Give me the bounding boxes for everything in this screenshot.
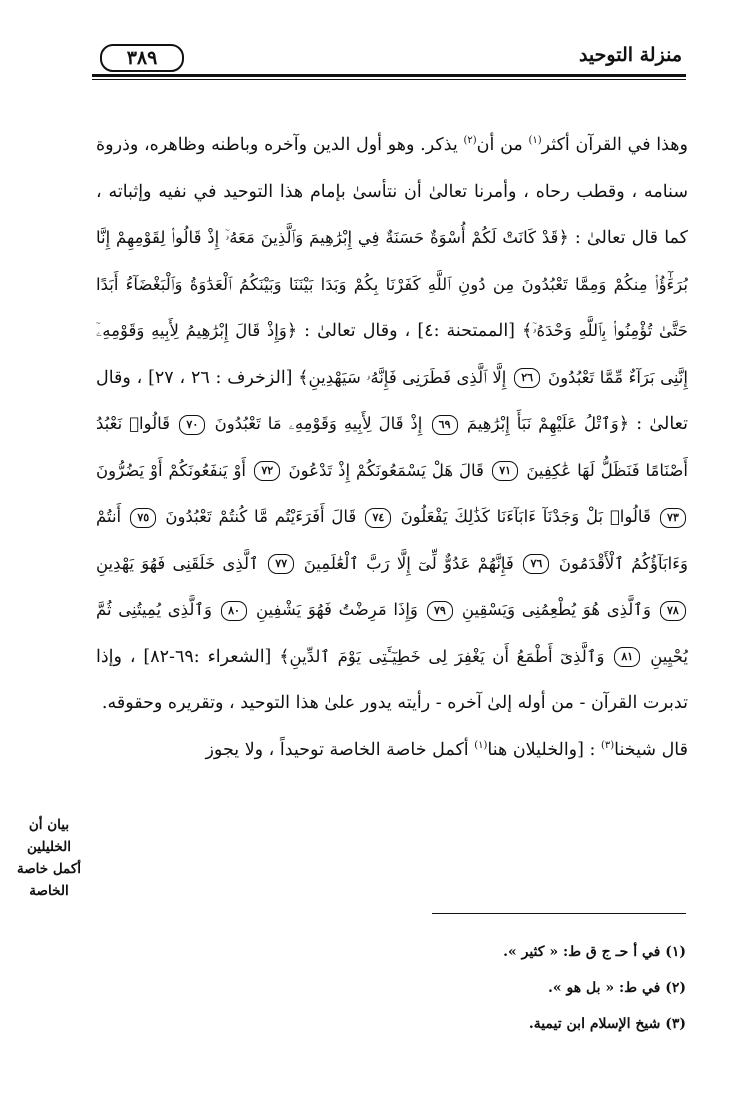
citation: ﴾ [الممتحنة :٤] ، وقال تعالىٰ : ﴿ xyxy=(286,321,533,341)
main-text xyxy=(96,122,688,773)
quran-verse: أَوْ يَنفَعُونَكُمْ أَوْ يَضُرُّونَ xyxy=(96,460,247,480)
verse-marker: ٧١ xyxy=(492,461,518,481)
footnote-ref[interactable]: (١) xyxy=(474,739,488,751)
quran-verse: قَالُوا۟ نَعْبُدُ أَصْنَامًا فَنَظَلُّ لَهَا عَٰكِفِينَ xyxy=(96,414,688,480)
quran-verse: وَٱلَّذِىٓ أَطْمَعُ أَن يَغْفِرَ لِى خَطِيٓـَٔتِى يَوْمَ ٱلدِّينِ xyxy=(289,646,605,666)
footnote: (٣) شيخ الإسلام ابن تيمية. xyxy=(528,1016,686,1032)
verse-marker: ٧٩ xyxy=(427,601,453,621)
quran-verse: وَٱلَّذِى يُمِيتُنِى ثُمَّ يُحْيِينِ xyxy=(96,600,688,666)
footnote-ref[interactable]: (٢) xyxy=(463,135,477,147)
quran-verse: قَالَ هَلْ يَسْمَعُونَكُمْ إِذْ تَدْعُونَ xyxy=(288,460,484,480)
footnote-ref[interactable]: (٣) xyxy=(600,739,615,751)
margin-note-line: الخاصة xyxy=(29,883,69,899)
verse-marker: ٧٧ xyxy=(268,554,294,574)
verse-marker: ٢٦ xyxy=(514,368,540,388)
margin-note-line: الخليلين xyxy=(27,839,71,855)
footnotes xyxy=(300,942,686,1050)
quran-verse: أَنتُمْ وَءَابَآؤُكُمُ ٱلْأَقْدَمُونَ xyxy=(96,507,688,573)
verse-marker: ٨٠ xyxy=(221,601,247,621)
quran-verse: قَدْ كَانَتْ لَكُمْ أُسْوَةٌ حَسَنَةٌ فِي إِبْرَٰهِيمَ وَٱلَّذِينَ مَعَهُۥٓ إِذْ قَالُوا۟ لِقَوْمِهِمْ إِنَّا بُرَءَٰٓؤُا۟ مِنكُمْ وَمِمَّا تَعْبُدُونَ مِن دُونِ ٱللَّهِ كَفَرْنَا بِكُمْ وَبَدَا بَيْنَنَا وَبَيْنَكُمُ ٱلْعَدَٰوَةُ وَٱلْبَغْضَآءُ أَبَدًا حَتَّىٰ تُؤْمِنُوا۟ بِٱللَّهِ وَحْدَهُۥٓ xyxy=(96,228,688,340)
margin-note-line: أكمل خاصة xyxy=(16,861,82,877)
quran-verse: إِلَّا ٱلَّذِى فَطَرَنِى فَإِنَّهُۥ سَيَهْدِينِ xyxy=(308,367,507,387)
footnote: (١) في أ حـ ج ق ط: « كثير ». xyxy=(503,944,686,960)
quran-verse: وَٱلَّذِى هُوَ يُطْعِمُنِى وَيَسْقِينِ xyxy=(461,600,651,619)
header-rule-thin xyxy=(92,79,686,80)
verse-marker: ٧٢ xyxy=(254,461,280,481)
verse-marker: ٧٥ xyxy=(130,508,156,528)
verse-marker: ٧٠ xyxy=(179,415,205,435)
verse-marker: ٨١ xyxy=(614,647,640,667)
page-header xyxy=(92,44,682,72)
header-rule-thick xyxy=(92,74,686,77)
quran-verse: وَإِذْ قَالَ إِبْرَٰهِيمُ لِأَبِيهِ وَقَوْمِهِۦٓ إِنَّنِى بَرَآءٌ مِّمَّا تَعْبُدُونَ xyxy=(96,321,688,387)
verse-marker: ٧٣ xyxy=(660,508,686,528)
quran-verse: إِذْ قَالَ لِأَبِيهِ وَقَوْمِهِۦ مَا تَعْبُدُونَ xyxy=(214,414,423,433)
quran-verse: قَالَ أَفَرَءَيْتُم مَّا كُنتُمْ تَعْبُدُونَ xyxy=(165,507,357,526)
citation: ﴾ [الزخرف : ٢٦ ، ٢٧] ، وقال تعالىٰ : ﴿ xyxy=(96,367,688,434)
quran-verse: فَإِنَّهُمْ عَدُوٌّ لِّىٓ إِلَّا رَبَّ ٱلْعَٰلَمِينَ xyxy=(303,553,514,573)
quran-verse: قَالُوا۟ بَلْ وَجَدْنَآ ءَابَآءَنَا كَذَٰلِكَ يَفْعَلُونَ xyxy=(400,507,651,526)
verse-marker: ٦٩ xyxy=(432,415,458,435)
page-number: ٣٨٩ xyxy=(100,44,184,72)
footnote-separator xyxy=(432,913,686,914)
quran-verse: ٱلَّذِى خَلَقَنِى فَهُوَ يَهْدِينِ xyxy=(96,553,259,573)
book-title: منزلة التوحيد xyxy=(578,44,682,66)
citation: ﴾ [الشعراء :٦٩-٨٢] ، وإذا تدبرت القرآن - من أوله إلىٰ آخره - رأيته يدور علىٰ هذا التوحيد ، وتقريره وحقوقه. xyxy=(96,646,688,713)
verse-marker: ٧٨ xyxy=(660,601,686,621)
verse-marker: ٧٦ xyxy=(523,554,549,574)
footnote: (٢) في ط: « بل هو ». xyxy=(548,980,686,996)
margin-note xyxy=(4,814,94,902)
quran-verse: وَإِذَا مَرِضْتُ فَهُوَ يَشْفِينِ xyxy=(256,600,418,619)
paragraph-2: قال شيخنا$^{(٣)}$ : [والخليلان هنا$^{(١)}$ أكمل خاصة الخاصة توحيداً ، ولا يجوز xyxy=(205,739,688,760)
paragraph-1: وهذا في القرآن أكثر$^{(١)}$ من أن$^{(٢)}$ يذكر. وهو أول الدين وآخره وباطنه وظاهره، وذروة سنامه ، وقطب رحاه ، وأمرنا تعالىٰ أن نتأسىٰ بإمام هذا التوحيد في نفيه وإثباته ، كما قال تعالىٰ : ﴿قَدْ كَانَتْ لَكُمْ أُسْوَةٌ حَسَنَةٌ فِي إِبْرَٰهِيمَ وَٱلَّذِينَ مَعَهُۥٓ إِذْ قَالُوا۟ لِقَوْمِهِمْ إِنَّا بُرَءَٰٓؤُا۟ مِنكُمْ وَمِمَّا تَعْبُدُونَ مِن دُونِ ٱللَّهِ كَفَرْنَا بِكُمْ وَبَدَا بَيْنَنَا وَبَيْنَكُمُ ٱلْعَدَٰوَةُ وَٱلْبَغْضَآءُ أَبَدًا حَتَّىٰ تُؤْمِنُوا۟ بِٱللَّهِ وَحْدَهُۥٓ﴾ [الممتحنة :٤] ، وقال تعالىٰ : ﴿وَإِذْ قَالَ إِبْرَٰهِيمُ لِأَبِيهِ وَقَوْمِهِۦٓ إِنَّنِى بَرَآءٌ مِّمَّا تَعْبُدُونَ ٢٦ إِلَّا ٱلَّذِى فَطَرَنِى فَإِنَّهُۥ سَيَهْدِينِ﴾ [الزخرف : ٢٦ ، ٢٧] ، وقال تعالىٰ : ﴿وَٱتْلُ عَلَيْهِمْ نَبَأَ إِبْرَٰهِيمَ ٦٩ إِذْ قَالَ لِأَبِيهِ وَقَوْمِهِۦ مَا تَعْبُدُونَ ٧٠ قَالُوا۟ نَعْبُدُ أَصْنَامًا فَنَظَلُّ لَهَا عَٰكِفِينَ ٧١ قَالَ هَلْ يَسْمَعُونَكُمْ إِذْ تَدْعُونَ ٧٢ أَوْ يَنفَعُونَكُمْ أَوْ يَضُرُّونَ ٧٣ قَالُوا۟ بَلْ وَجَدْنَآ ءَابَآءَنَا كَذَٰلِكَ يَفْعَلُونَ ٧٤ قَالَ أَفَرَءَيْتُم مَّا كُنتُمْ تَعْبُدُونَ ٧٥ أَنتُمْ وَءَابَآؤُكُمُ ٱلْأَقْدَمُونَ ٧٦ فَإِنَّهُمْ عَدُوٌّ لِّىٓ إِلَّا رَبَّ ٱلْعَٰلَمِينَ ٧٧ ٱلَّذِى خَلَقَنِى فَهُوَ يَهْدِينِ ٧٨ وَٱلَّذِى هُوَ يُطْعِمُنِى وَيَسْقِينِ ٧٩ وَإِذَا مَرِضْتُ فَهُوَ يَشْفِينِ ٨٠ وَٱلَّذِى يُمِيتُنِى ثُمَّ يُحْيِينِ ٨١ وَٱلَّذِىٓ أَطْمَعُ أَن يَغْفِرَ لِى خَطِيٓـَٔتِى يَوْمَ ٱلدِّينِ﴾ [الشعراء :٦٩-٨٢] ، وإذا تدبرت القرآن - من أوله إلىٰ آخره - رأيته يدور علىٰ هذا التوحيد ، وتقريره وحقوقه. xyxy=(96,135,688,713)
quran-verse: وَٱتْلُ عَلَيْهِمْ نَبَأَ إِبْرَٰهِيمَ xyxy=(466,414,619,433)
verse-marker: ٧٤ xyxy=(365,508,391,528)
footnote-ref[interactable]: (١) xyxy=(528,135,542,147)
margin-note-line: بيان أن xyxy=(28,817,70,833)
